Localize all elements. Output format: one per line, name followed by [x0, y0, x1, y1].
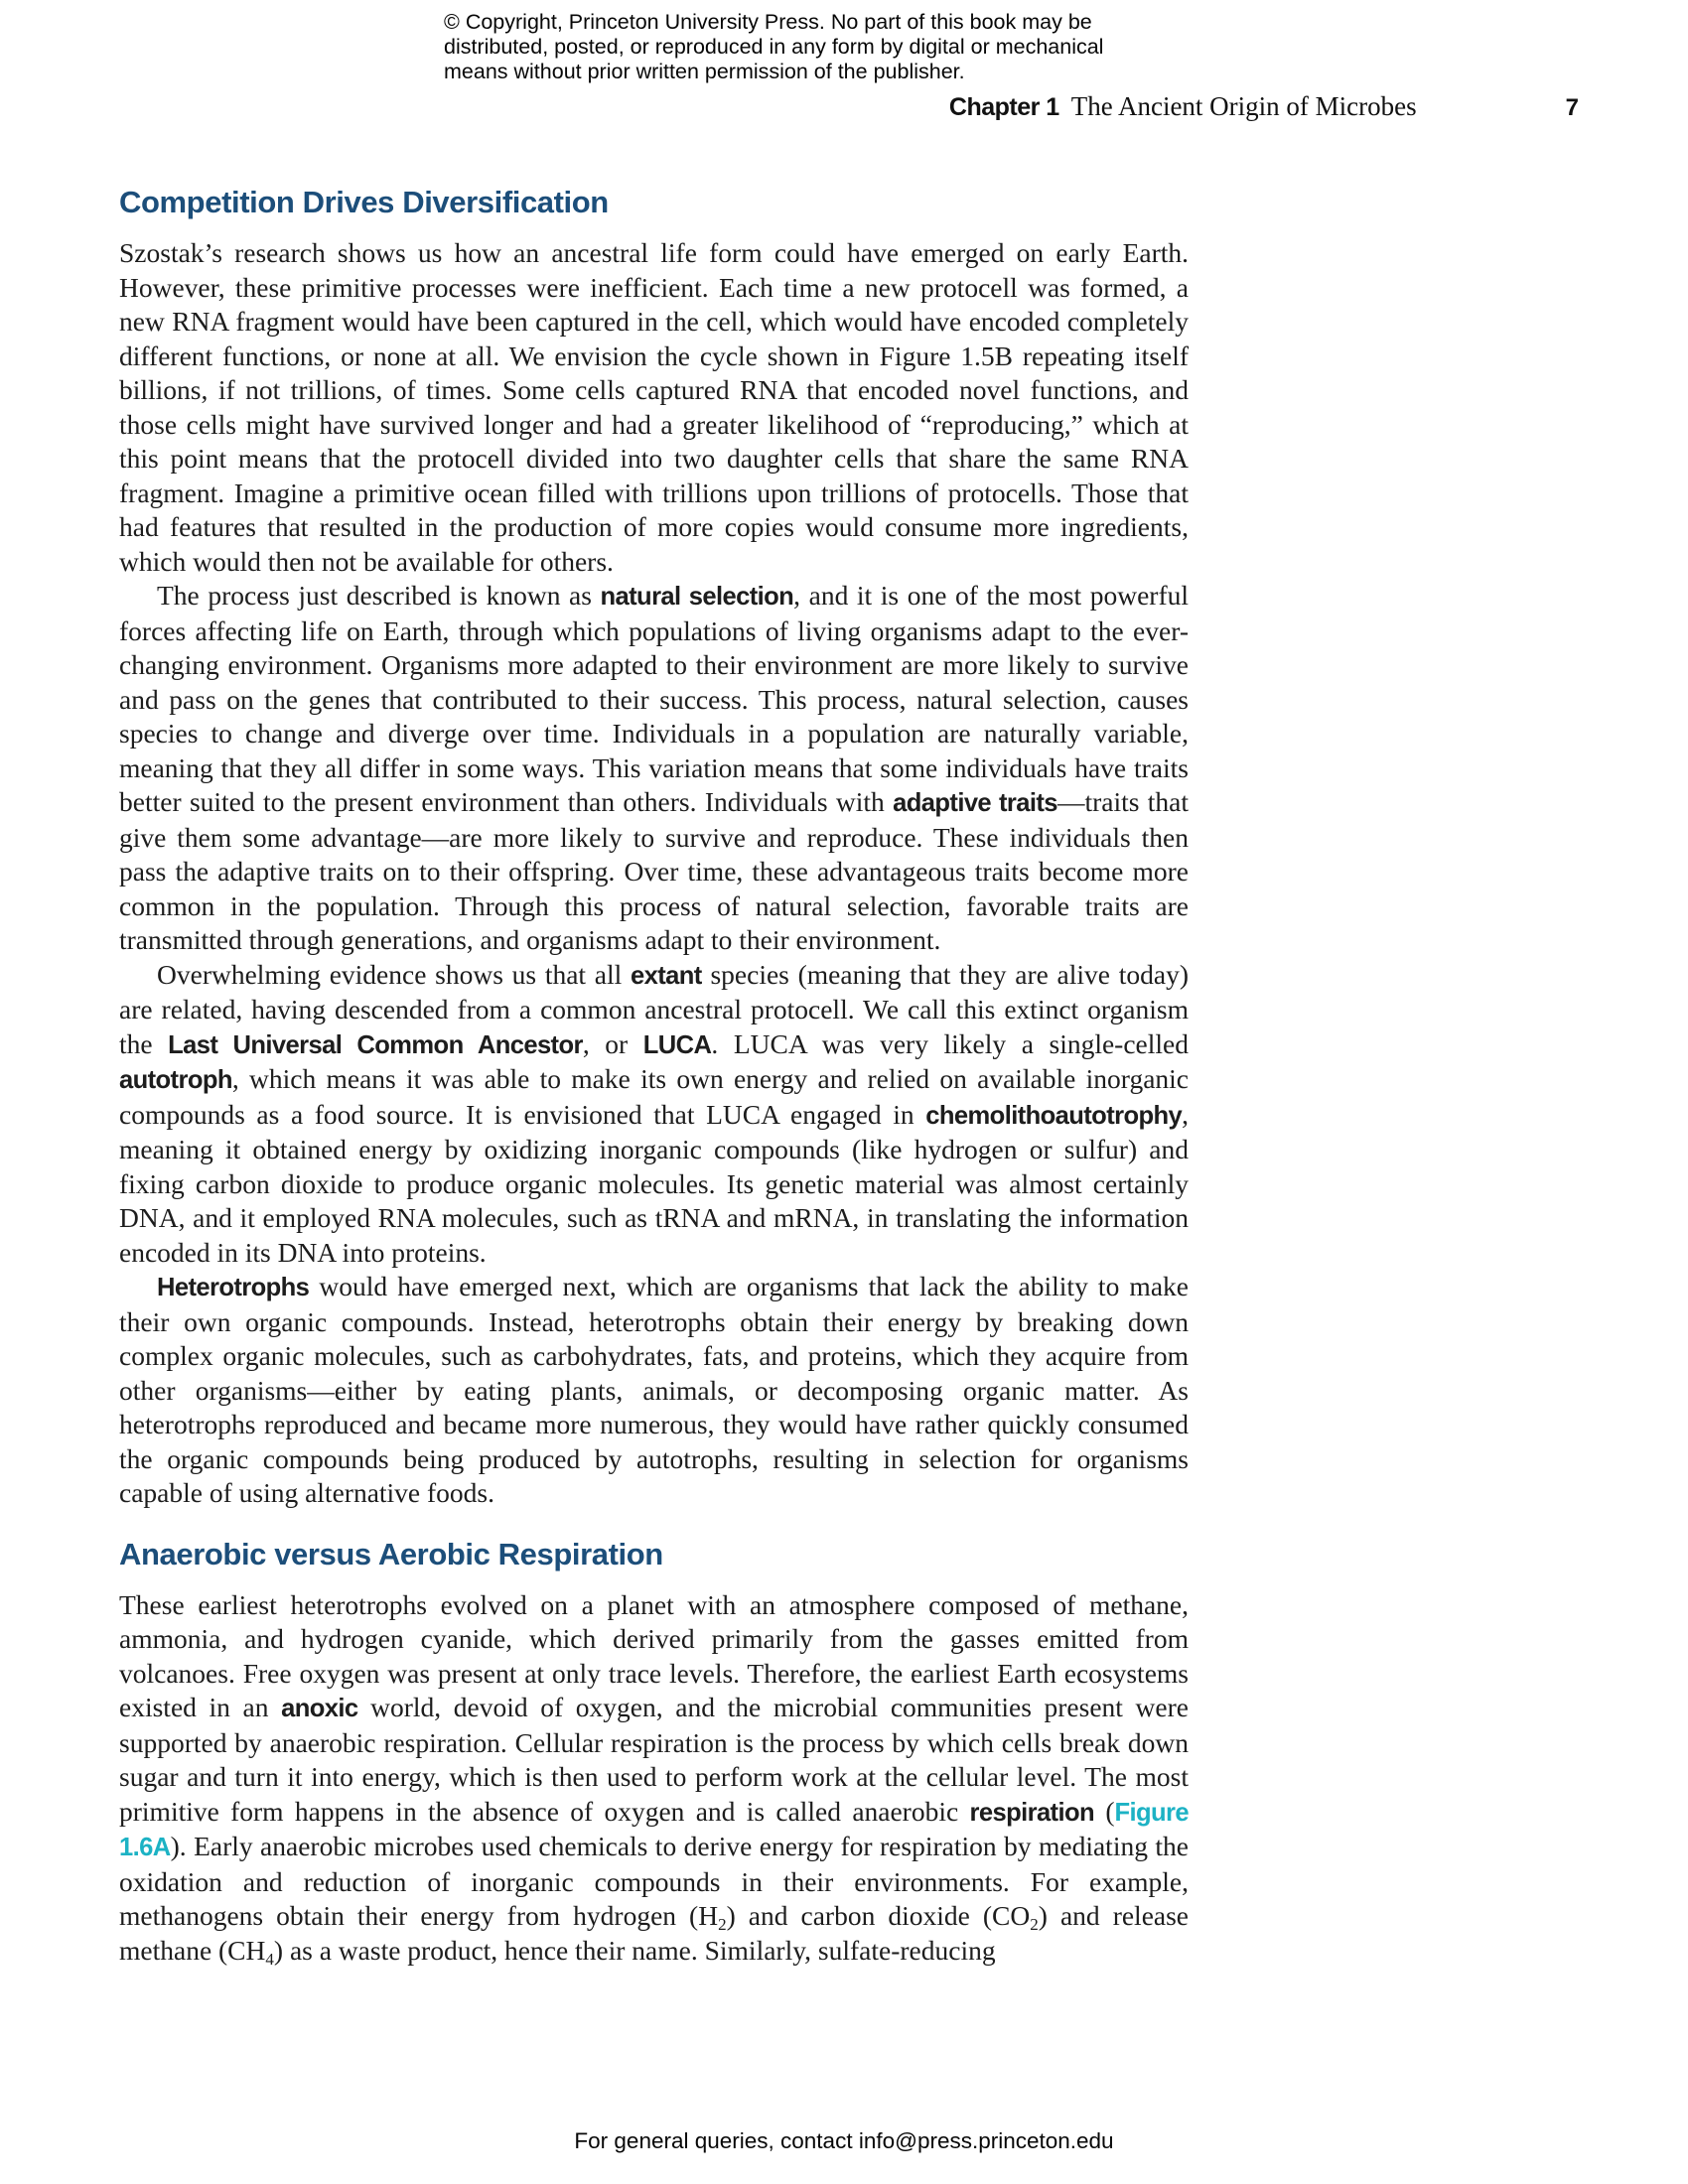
text-run: The process just described is known as [157, 580, 601, 611]
text-run: ) and release methane (CH [119, 1900, 1190, 1966]
paragraph [119, 958, 1189, 1271]
running-head [0, 91, 1579, 122]
chemical-subscript: 2 [718, 1914, 727, 1934]
text-run: ( [1094, 1795, 1115, 1827]
paragraph [119, 1270, 1189, 1511]
text-run: . LUCA was very likely a single-celled [711, 1027, 1189, 1059]
text-run: ) and carbon dioxide (CO [726, 1900, 1031, 1931]
text-run: —traits that give them some advantage—are more likely to survive and reproduce. These individuals then pass the adaptive traits on to their offspring. Over time, these advantageous traits become more common in the population. Through this process of natural selection, favorable traits are transmitted through generations, and organisms adapt to their environment. [119, 786, 1190, 955]
text-run: world, devoid of oxygen, and the microbial communities present were supported by anaerobic respiration. Cellular respiration is the process by which cells break down sugar and turn it into energy, which is then used to perform work at the cellular level. The most primitive form happens in the absence of oxygen and is called anaerobic [119, 1692, 1189, 1827]
text-run: ). Early anaerobic microbes used chemicals to derive energy for respiration by mediating the oxidation and reduction of inorganic compounds in their environments. For example, methanogens obtain their energy from hydrogen (H [119, 1831, 1189, 1931]
section-heading: Anaerobic versus Aerobic Respiration [119, 1536, 663, 1571]
chemical-subscript: 2 [1030, 1914, 1039, 1934]
paragraph [119, 236, 1189, 579]
text-run: would have emerged next, which are organisms that lack the ability to make their own organic compounds. Instead, heterotrophs obtain their energy by breaking down complex organic molecules, such as carbohydrates, fats, and proteins, which they acquire from other organisms—either by eating plants, animals, or decomposing organic matter. As heterotrophs reproduced and became more numerous, they would have rather quickly consumed the organic compounds being produced by autotrophs, resulting in selection for organisms capable of using alternative foods. [119, 1271, 1189, 1508]
section-heading: Competition Drives Diversification [119, 185, 609, 219]
bold-key-term: adaptive traits [893, 789, 1057, 817]
copyright-line: © Copyright, Princeton University Press. No part of this book may be [444, 10, 1092, 34]
text-run: Szostak’s research shows us how an ancestral life form could have emerged on early Earth. However, these primitive processes were inefficient. Each time a new protocell was formed, a new RNA fragment would have been captured in the cell, which would have encoded completely different functions, or none at all. We envision the cycle shown in Figure 1.5B repeating itself billions, if not trillions, of times. Some cells captured RNA that encoded novel functions, and those cells might have survived longer and had a greater likelihood of “reproducing,” which at this point means that the protocell divided into two daughter cells that share the same RNA fragment. Imagine a primitive ocean filled with trillions upon trillions of protocells. Those that had features that resulted in the production of more copies would consume more ingredients, which would then not be available for others. [119, 237, 1189, 577]
text-run: , or [582, 1027, 643, 1059]
bold-key-term: respiration [969, 1798, 1095, 1827]
paragraph [119, 1588, 1189, 1969]
text-run: ) as a waste product, hence their name. Similarly, sulfate-reducing [273, 1934, 996, 1966]
paragraph [119, 579, 1189, 958]
text-run: Overwhelming evidence shows us that all [157, 958, 632, 990]
bold-key-term: autotroph [119, 1066, 232, 1094]
bold-key-term: natural selection [600, 583, 794, 611]
bold-key-term: chemolithoautotrophy [925, 1101, 1183, 1130]
page-number: 7 [1565, 94, 1579, 121]
bold-key-term: Last Universal Common Ancestor [168, 1030, 583, 1059]
copyright-notice [444, 10, 1103, 84]
body-column [119, 185, 1189, 1968]
text-run: species (meaning that they are alive today) are related, having descended from a common ancestral protocell. We call this extinct organism the [119, 958, 1189, 1059]
bold-key-term: Heterotrophs [157, 1274, 310, 1301]
text-run: These earliest heterotrophs evolved on a planet with an atmosphere composed of methane, ammonia, and hydrogen cyanide, which derived primarily from the gasses emitted from volcanoes. Free oxygen was present at only trace levels. Therefore, the earliest Earth ecosystems existed in an [119, 1588, 1189, 1722]
chapter-label: Chapter 1 [948, 93, 1059, 121]
figure-reference: Figure 1.6A [119, 1798, 1189, 1861]
text-run: , and it is one of the most powerful forces affecting life on Earth, through which populations of living organisms adapt to the ever-changing environment. Organisms more adapted to their environment are more likely to survive and pass on the genes that contributed to their success. This process, natural selection, causes species to change and diverge over time. Individuals in a population are naturally variable, meaning that they all differ in some ways. This variation means that some individuals have traits better suited to the present environment than others. Individuals with [119, 580, 1189, 817]
text-run: , which means it was able to make its own energy and relied on available inorganic compounds as a food source. It is envisioned that LUCA engaged in [119, 1063, 1189, 1130]
copyright-line: means without prior written permission of the publisher. [444, 60, 965, 83]
bold-key-term: extant [631, 961, 702, 990]
chapter-title: The Ancient Origin of Microbes [1070, 91, 1417, 121]
footer-contact: For general queries, contact info@press.princeton.edu [574, 2128, 1114, 2153]
chemical-subscript: 4 [265, 1949, 274, 1969]
text-run: , meaning it obtained energy by oxidizing inorganic compounds (like hydrogen or sulfur) and fixing carbon dioxide to produce organic molecules. Its genetic material was almost certainly DNA, and it employed RNA molecules, such as tRNA and mRNA, in translating the information encoded in its DNA into proteins. [119, 1098, 1189, 1268]
bold-key-term: anoxic [281, 1695, 358, 1722]
copyright-line: distributed, posted, or reproduced in any form by digital or mechanical [444, 35, 1104, 59]
bold-key-term: LUCA [642, 1030, 712, 1059]
